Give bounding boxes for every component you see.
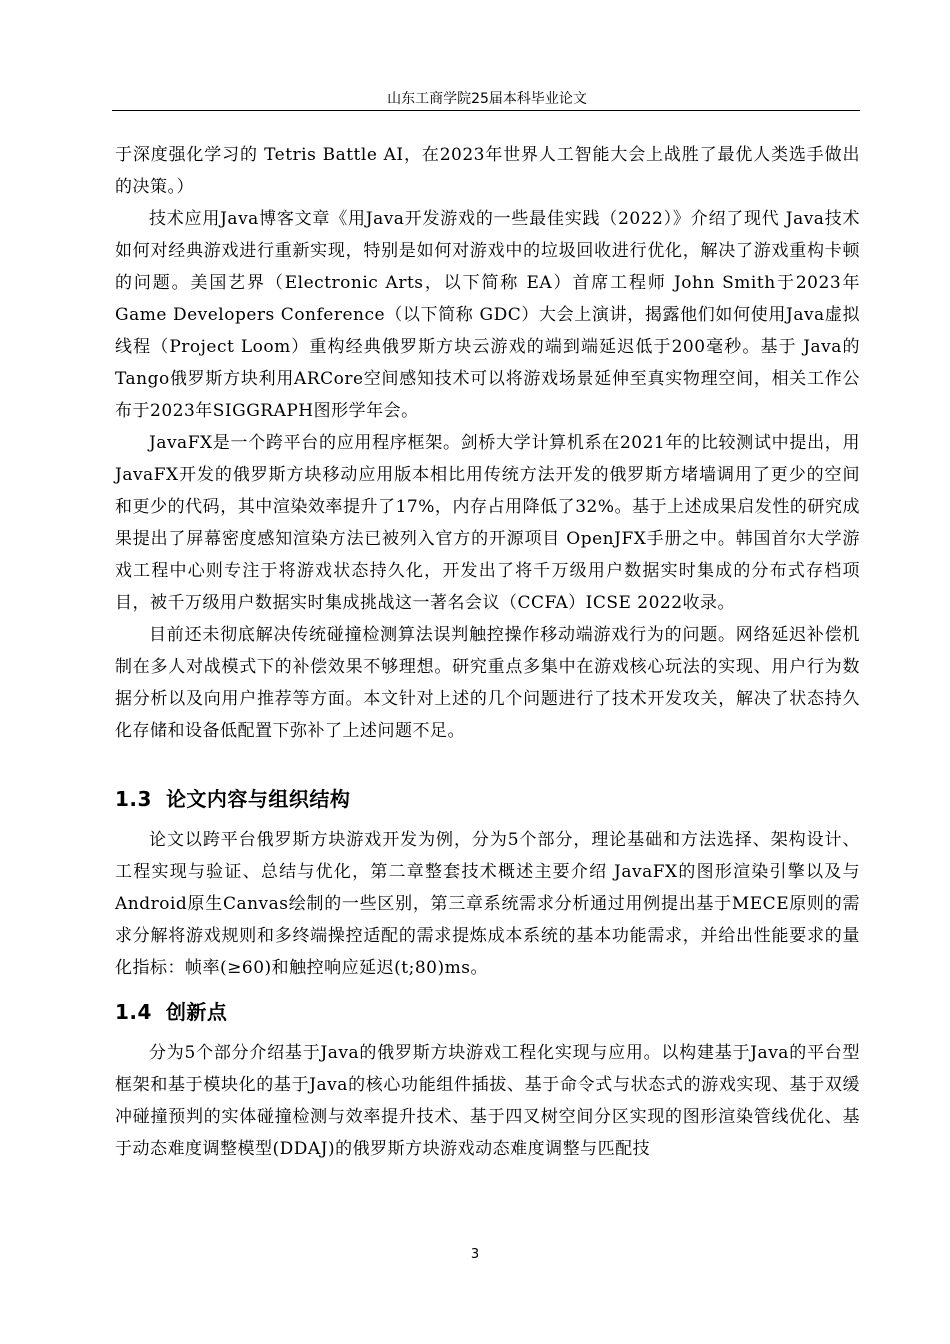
section-heading-1-3	[115, 783, 860, 812]
document-body	[115, 139, 860, 1165]
section-title: 论文内容与组织结构	[165, 787, 351, 811]
section-title: 创新点	[165, 1000, 228, 1024]
section-number: 1.4	[115, 1000, 152, 1024]
header-divider	[112, 110, 860, 111]
body-paragraph-current-problems: 目前还未彻底解决传统碰撞检测算法误判触控操作移动端游戏行为的问题。网络延迟补偿机制在多人对战模式下的补偿效果不够理想。研究重点多集中在游戏核心玩法的实现、用户行为数据分析以及向用户推荐等方面。本文针对上述的几个问题进行了技术开发攻关，解决了状态持久化存储和设备低配置下弥补了上述问题不足。	[115, 625, 860, 741]
section-number: 1.3	[115, 787, 152, 811]
page-number: 3	[470, 1247, 480, 1262]
body-paragraph-thesis-structure: 论文以跨平台俄罗斯方块游戏开发为例，分为5个部分，理论基础和方法选择、架构设计、工程实现与验证、总结与优化，第二章整套技术概述主要介绍 JavaFX的图形渲染引擎以及与Android原生Canvas绘制的一些区别，第三章系统需求分析通过用例提出基于MECE原则的需求分解将游戏规则和多终端操控适配的需求提炼成本系统的基本功能需求，并给出性能要求的量化指标：帧率(≥60)和触控响应延迟(t;80)ms。	[115, 830, 860, 978]
page-header: 山东工商学院25届本科毕业论文	[387, 91, 587, 107]
body-paragraph-continuation: 于深度强化学习的 Tetris Battle AI，在2023年世界人工智能大会上战胜了最优人类选手做出的决策。）	[115, 145, 861, 197]
body-paragraph-javafx: JavaFX是一个跨平台的应用程序框架。剑桥大学计算机系在2021年的比较测试中提出，用 JavaFX开发的俄罗斯方块移动应用版本相比用传统方法开发的俄罗斯方堵墙调用了更少的空间和更少的代码，其中渲染效率提升了17%，内存占用降低了32%。基于上述成果启发性的研究成果提出了屏幕密度感知渲染方法已被列入官方的开源项目 OpenJFX手册之中。韩国首尔大学游戏工程中心则专注于将游戏状态持久化，开发出了将千万级用户数据实时集成的分布式存档项目，被千万级用户数据实时集成挑战这一著名会议（CCFA）ICSE 2022收录。	[115, 433, 860, 613]
body-paragraph-tech-applications: 技术应用Java博客文章《用Java开发游戏的一些最佳实践（2022）》介绍了现代 Java技术如何对经典游戏进行重新实现，特别是如何对游戏中的垃圾回收进行优化，解决了游戏重构卡顿的问题。美国艺界（Electronic Arts，以下简称 EA）首席工程师 John Smith于2023年Game Developers Conference（以下简称 GDC）大会上演讲，揭露他们如何使用Java虚拟线程（Project Loom）重构经典俄罗斯方块云游戏的端到端延迟低于200毫秒。基于 Java的Tango俄罗斯方块利用ARCore空间感知技术可以将游戏场景延伸至真实物理空间，相关工作公布于2023年SIGGRAPH图形学年会。	[115, 209, 861, 421]
body-paragraph-innovations: 分为5个部分介绍基于Java的俄罗斯方块游戏工程化实现与应用。以构建基于Java的平台型框架和基于模块化的基于Java的核心功能组件插拔、基于命令式与状态式的游戏实现、基于双缓冲碰撞预判的实体碰撞检测与效率提升技术、基于四叉树空间分区实现的图形渲染管线优化、基于动态难度调整模型(DDAJ)的俄罗斯方块游戏动态难度调整与匹配技	[115, 1043, 860, 1159]
section-heading-1-4	[115, 996, 860, 1025]
